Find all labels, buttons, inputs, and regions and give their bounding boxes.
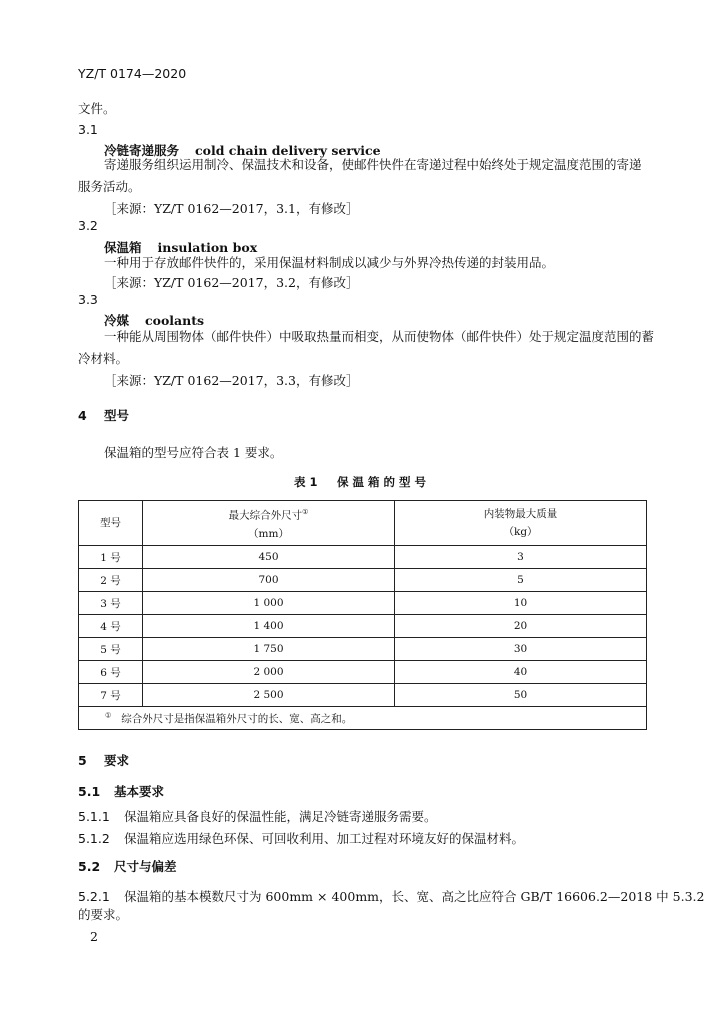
clause-text-cont: 的要求。 — [78, 907, 129, 922]
term-definition: 寄递服务组织运用制冷、保温技术和设备，使邮件快件在寄递过程中始终处于规定温度范围的寄递 — [104, 157, 642, 172]
header-max-mass — [395, 501, 647, 546]
header-max-mass-unit: （kg） — [503, 526, 538, 538]
table-cell: 6 号 — [79, 661, 143, 684]
clause-number: 5.2.1 — [78, 889, 110, 904]
section-number: 4 — [78, 408, 87, 423]
table-cell: 450 — [143, 546, 395, 569]
table-cell: 20 — [395, 615, 647, 638]
term-en: insulation box — [157, 240, 258, 255]
table-cell: 3 — [395, 546, 647, 569]
term-en: coolants — [145, 313, 205, 328]
table-cell: 2 500 — [143, 684, 395, 707]
term-source: ［来源：YZ/T 0162—2017，3.2，有修改］ — [104, 275, 359, 290]
clause-text: 保温箱的基本模数尺寸为 600mm × 400mm，长、宽、高之比应符合 GB/T 16606.2—2018 中 5.3.2 — [124, 889, 705, 904]
table-row — [79, 592, 647, 615]
term-zh: 冷链寄递服务 — [104, 143, 180, 158]
table-cell: 3 号 — [79, 592, 143, 615]
table-cell: 1 750 — [143, 638, 395, 661]
section-title: 要求 — [104, 753, 130, 768]
table-cell: 2 号 — [79, 569, 143, 592]
table-row — [79, 661, 647, 684]
term-number: 3.3 — [78, 292, 98, 307]
term-en: cold chain delivery service — [195, 143, 381, 158]
section-title: 型号 — [104, 408, 130, 423]
model-table — [78, 500, 647, 730]
header-max-size-label: 最大综合外尺寸 — [228, 509, 303, 522]
subsection-heading — [78, 782, 164, 800]
subsection-heading — [78, 857, 177, 875]
subsection-number: 5.2 — [78, 859, 101, 874]
table-cell: 7 号 — [79, 684, 143, 707]
page-number: 2 — [90, 929, 98, 944]
header-model-label: 型号 — [100, 517, 121, 529]
term-definition: 一种能从周围物体（邮件快件）中吸取热量而相变，从而使物体（邮件快件）处于规定温度范围的蓄 — [104, 329, 655, 344]
table-row — [79, 546, 647, 569]
header-max-size — [143, 501, 395, 546]
table-caption: 表1 保温箱的型号 — [293, 475, 430, 489]
table-note — [79, 707, 647, 730]
table-cell: 40 — [395, 661, 647, 684]
table-cell: 1 400 — [143, 615, 395, 638]
term-source: ［来源：YZ/T 0162—2017，3.3，有修改］ — [104, 373, 359, 388]
subsection-title: 尺寸与偏差 — [114, 859, 177, 874]
table-cell: 700 — [143, 569, 395, 592]
table-cell: 4 号 — [79, 615, 143, 638]
term-source: ［来源：YZ/T 0162—2017，3.1，有修改］ — [104, 201, 359, 216]
term-zh: 保温箱 — [104, 240, 142, 255]
table-cell: 2 000 — [143, 661, 395, 684]
table-note-text: 综合外尺寸是指保温箱外尺寸的长、宽、高之和。 — [121, 712, 353, 725]
table-cell: 5 — [395, 569, 647, 592]
term-number: 3.2 — [78, 218, 98, 233]
table-cell: 10 — [395, 592, 647, 615]
table-row — [79, 638, 647, 661]
table-row — [79, 569, 647, 592]
section-text: 保温箱的型号应符合表 1 要求。 — [104, 445, 283, 460]
term-definition: 一种用于存放邮件快件的，采用保温材料制成以减少与外界冷热传递的封装用品。 — [104, 255, 555, 270]
table-cell: 50 — [395, 684, 647, 707]
subsection-number: 5.1 — [78, 784, 101, 799]
clause-text: 保温箱应具备良好的保温性能，满足冷链寄递服务需要。 — [124, 809, 437, 824]
clause-number: 5.1.1 — [78, 809, 110, 824]
header-max-mass-label: 内装物最大质量 — [483, 508, 558, 520]
intro-text: 文件。 — [78, 101, 116, 116]
table-row — [79, 684, 647, 707]
clause — [78, 806, 437, 828]
clause — [78, 828, 524, 850]
term-definition-cont: 服务活动。 — [78, 179, 141, 194]
table-cell: 30 — [395, 638, 647, 661]
clause-text: 保温箱应选用绿色环保、可回收利用、加工过程对环境友好的保温材料。 — [124, 831, 525, 846]
clause-number: 5.1.2 — [78, 831, 110, 846]
subsection-title: 基本要求 — [114, 784, 165, 799]
clause — [78, 886, 704, 908]
footnote-mark: ① — [105, 711, 112, 719]
table-cell: 1 000 — [143, 592, 395, 615]
document-number: YZ/T 0174—2020 — [78, 66, 187, 81]
term-definition-cont: 冷材料。 — [78, 351, 129, 366]
section-number: 5 — [78, 753, 87, 768]
section-heading — [78, 406, 129, 424]
table-cell: 5 号 — [79, 638, 143, 661]
table-note-row — [79, 707, 647, 730]
term-zh: 冷媒 — [104, 313, 130, 328]
table-header-row — [79, 501, 647, 546]
table-row — [79, 615, 647, 638]
footnote-mark: ① — [302, 508, 309, 517]
header-model — [79, 501, 143, 546]
table-cell: 1 号 — [79, 546, 143, 569]
section-heading — [78, 751, 129, 769]
term-number: 3.1 — [78, 122, 98, 137]
header-max-size-unit: （mm） — [248, 527, 289, 540]
